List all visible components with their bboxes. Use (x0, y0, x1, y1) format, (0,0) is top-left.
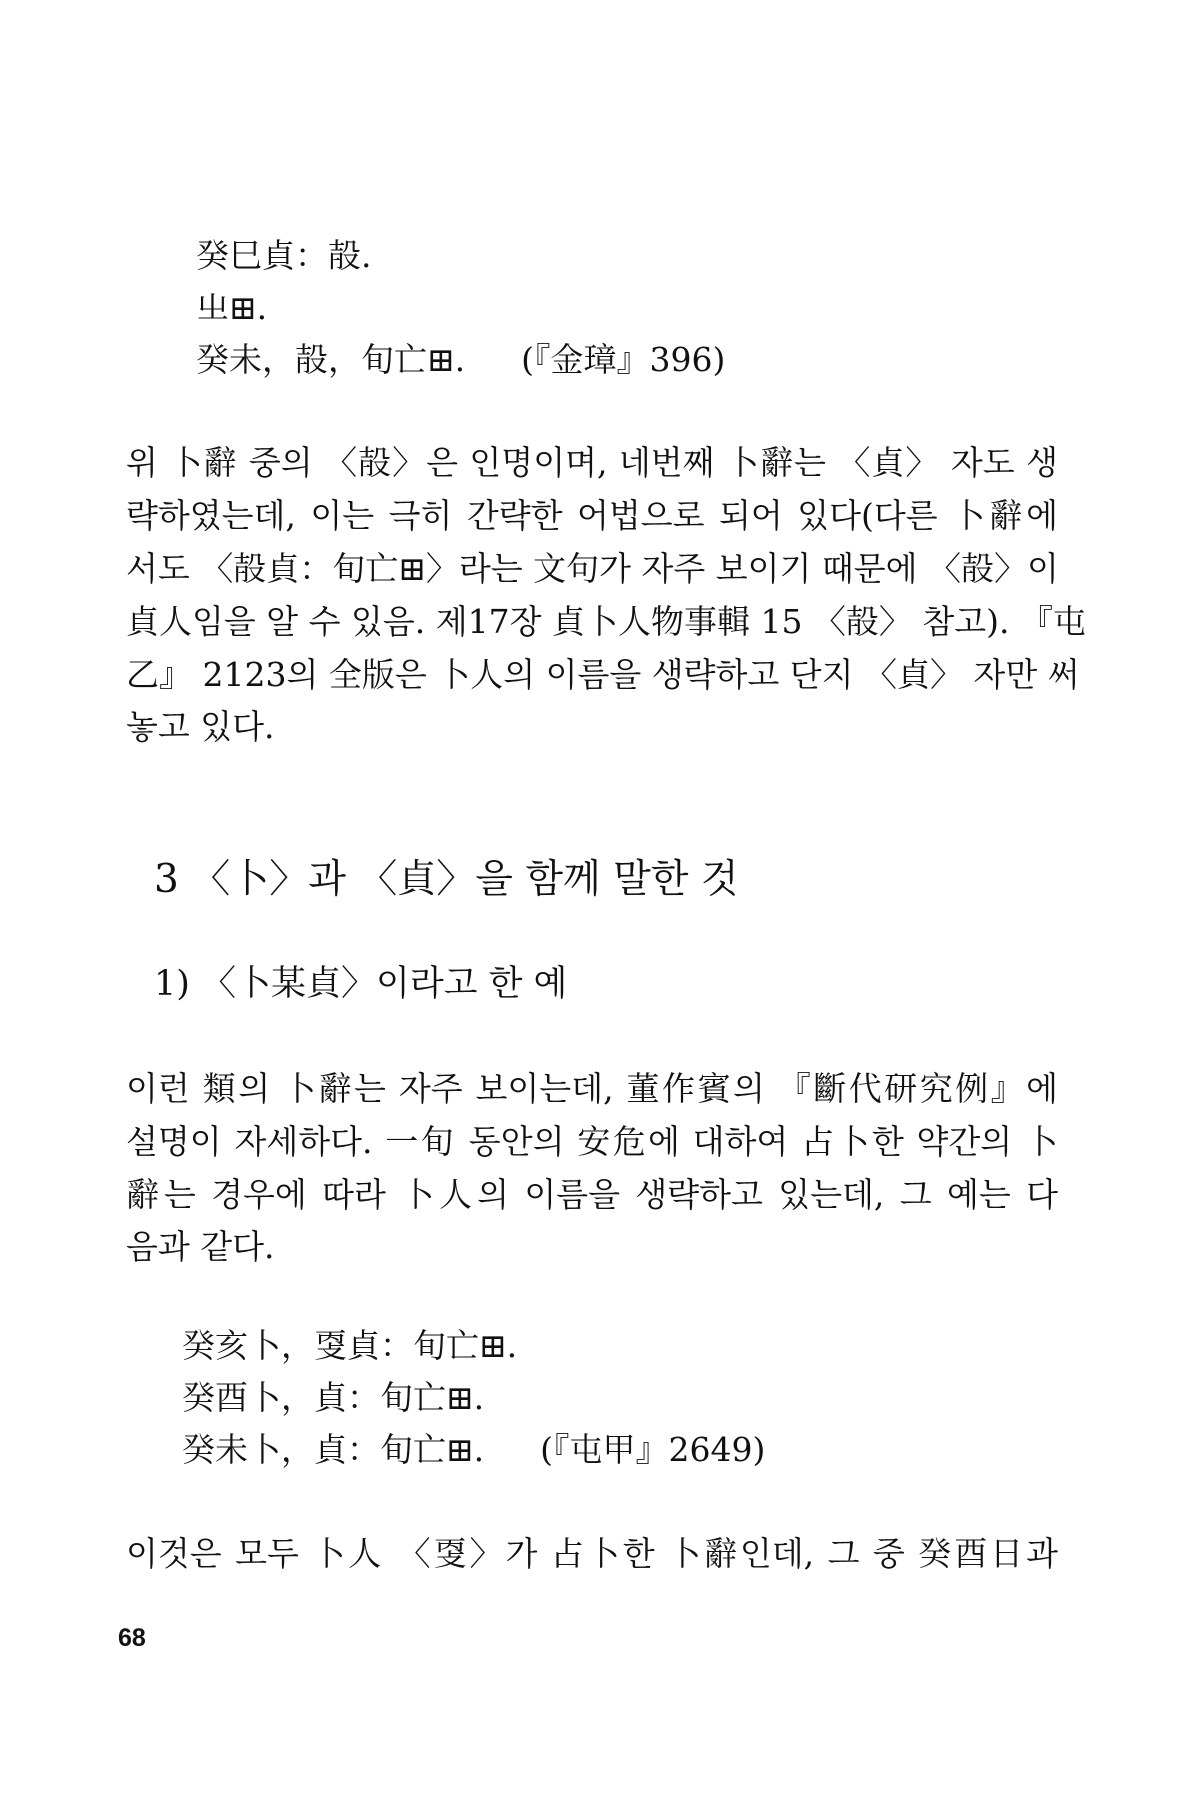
citation: (『屯甲』2649) (540, 1430, 766, 1469)
paragraph-line: 음과 같다. (126, 1227, 275, 1266)
citation: (『金璋』396) (521, 340, 726, 379)
inscription-line: 癸酉卜，貞：旬亡⊞. (182, 1378, 485, 1417)
inscription-line: 癸亥卜，㪅貞：旬亡⊞. (182, 1326, 518, 1365)
inscription-line (196, 340, 725, 380)
paragraph-line: 위 卜辭 중의 〈㱿〉은 인명이며, 네번째 卜辭는 〈貞〉 자도 생 (126, 443, 1058, 482)
paragraph-line: 이런 類의 卜辭는 자주 보이는데, 董作賓의 『斷代研究例』에 (126, 1069, 1058, 1108)
paragraph-line: 辭는 경우에 따라 卜人의 이름을 생략하고 있는데, 그 예는 다 (126, 1175, 1058, 1214)
inscription-line: 癸巳貞：㱿. (196, 236, 372, 275)
paragraph-line: 설명이 자세하다. 一旬 동안의 安危에 대하여 占卜한 약간의 卜 (126, 1122, 1058, 1161)
paragraph-line: 략하였는데, 이는 극히 간략한 어법으로 되어 있다(다른 卜辭에 (126, 496, 1058, 535)
paragraph-line: 서도 〈㱿貞：旬亡⊞〉라는 文句가 자주 보이기 때문에 〈㱿〉이 (126, 549, 1059, 588)
inscription-line (182, 1430, 765, 1470)
paragraph-line: 이것은 모두 卜人 〈㪅〉가 占卜한 卜辭인데, 그 중 癸酉日과 (126, 1534, 1058, 1573)
paragraph-line: 乙』 2123의 全版은 卜人의 이름을 생략하고 단지 〈貞〉 자만 써 (126, 655, 1080, 694)
section-heading: 3 〈卜〉과 〈貞〉을 함께 말한 것 (154, 857, 739, 902)
paragraph-line: 貞人임을 알 수 있음. 제17장 貞卜人物事輯 15 〈㱿〉 참고). 『屯 (126, 602, 1087, 641)
inscription-text: 癸未卜，貞：旬亡⊞. (182, 1430, 485, 1469)
page-number: 68 (118, 1624, 146, 1652)
paragraph-line: 놓고 있다. (126, 707, 275, 746)
subsection-heading: 1) 〈卜某貞〉이라고 한 예 (154, 964, 568, 1004)
inscription-line: 㞢⊞. (196, 288, 268, 327)
inscription-text: 癸未，㱿，旬亡⊞. (196, 340, 466, 379)
